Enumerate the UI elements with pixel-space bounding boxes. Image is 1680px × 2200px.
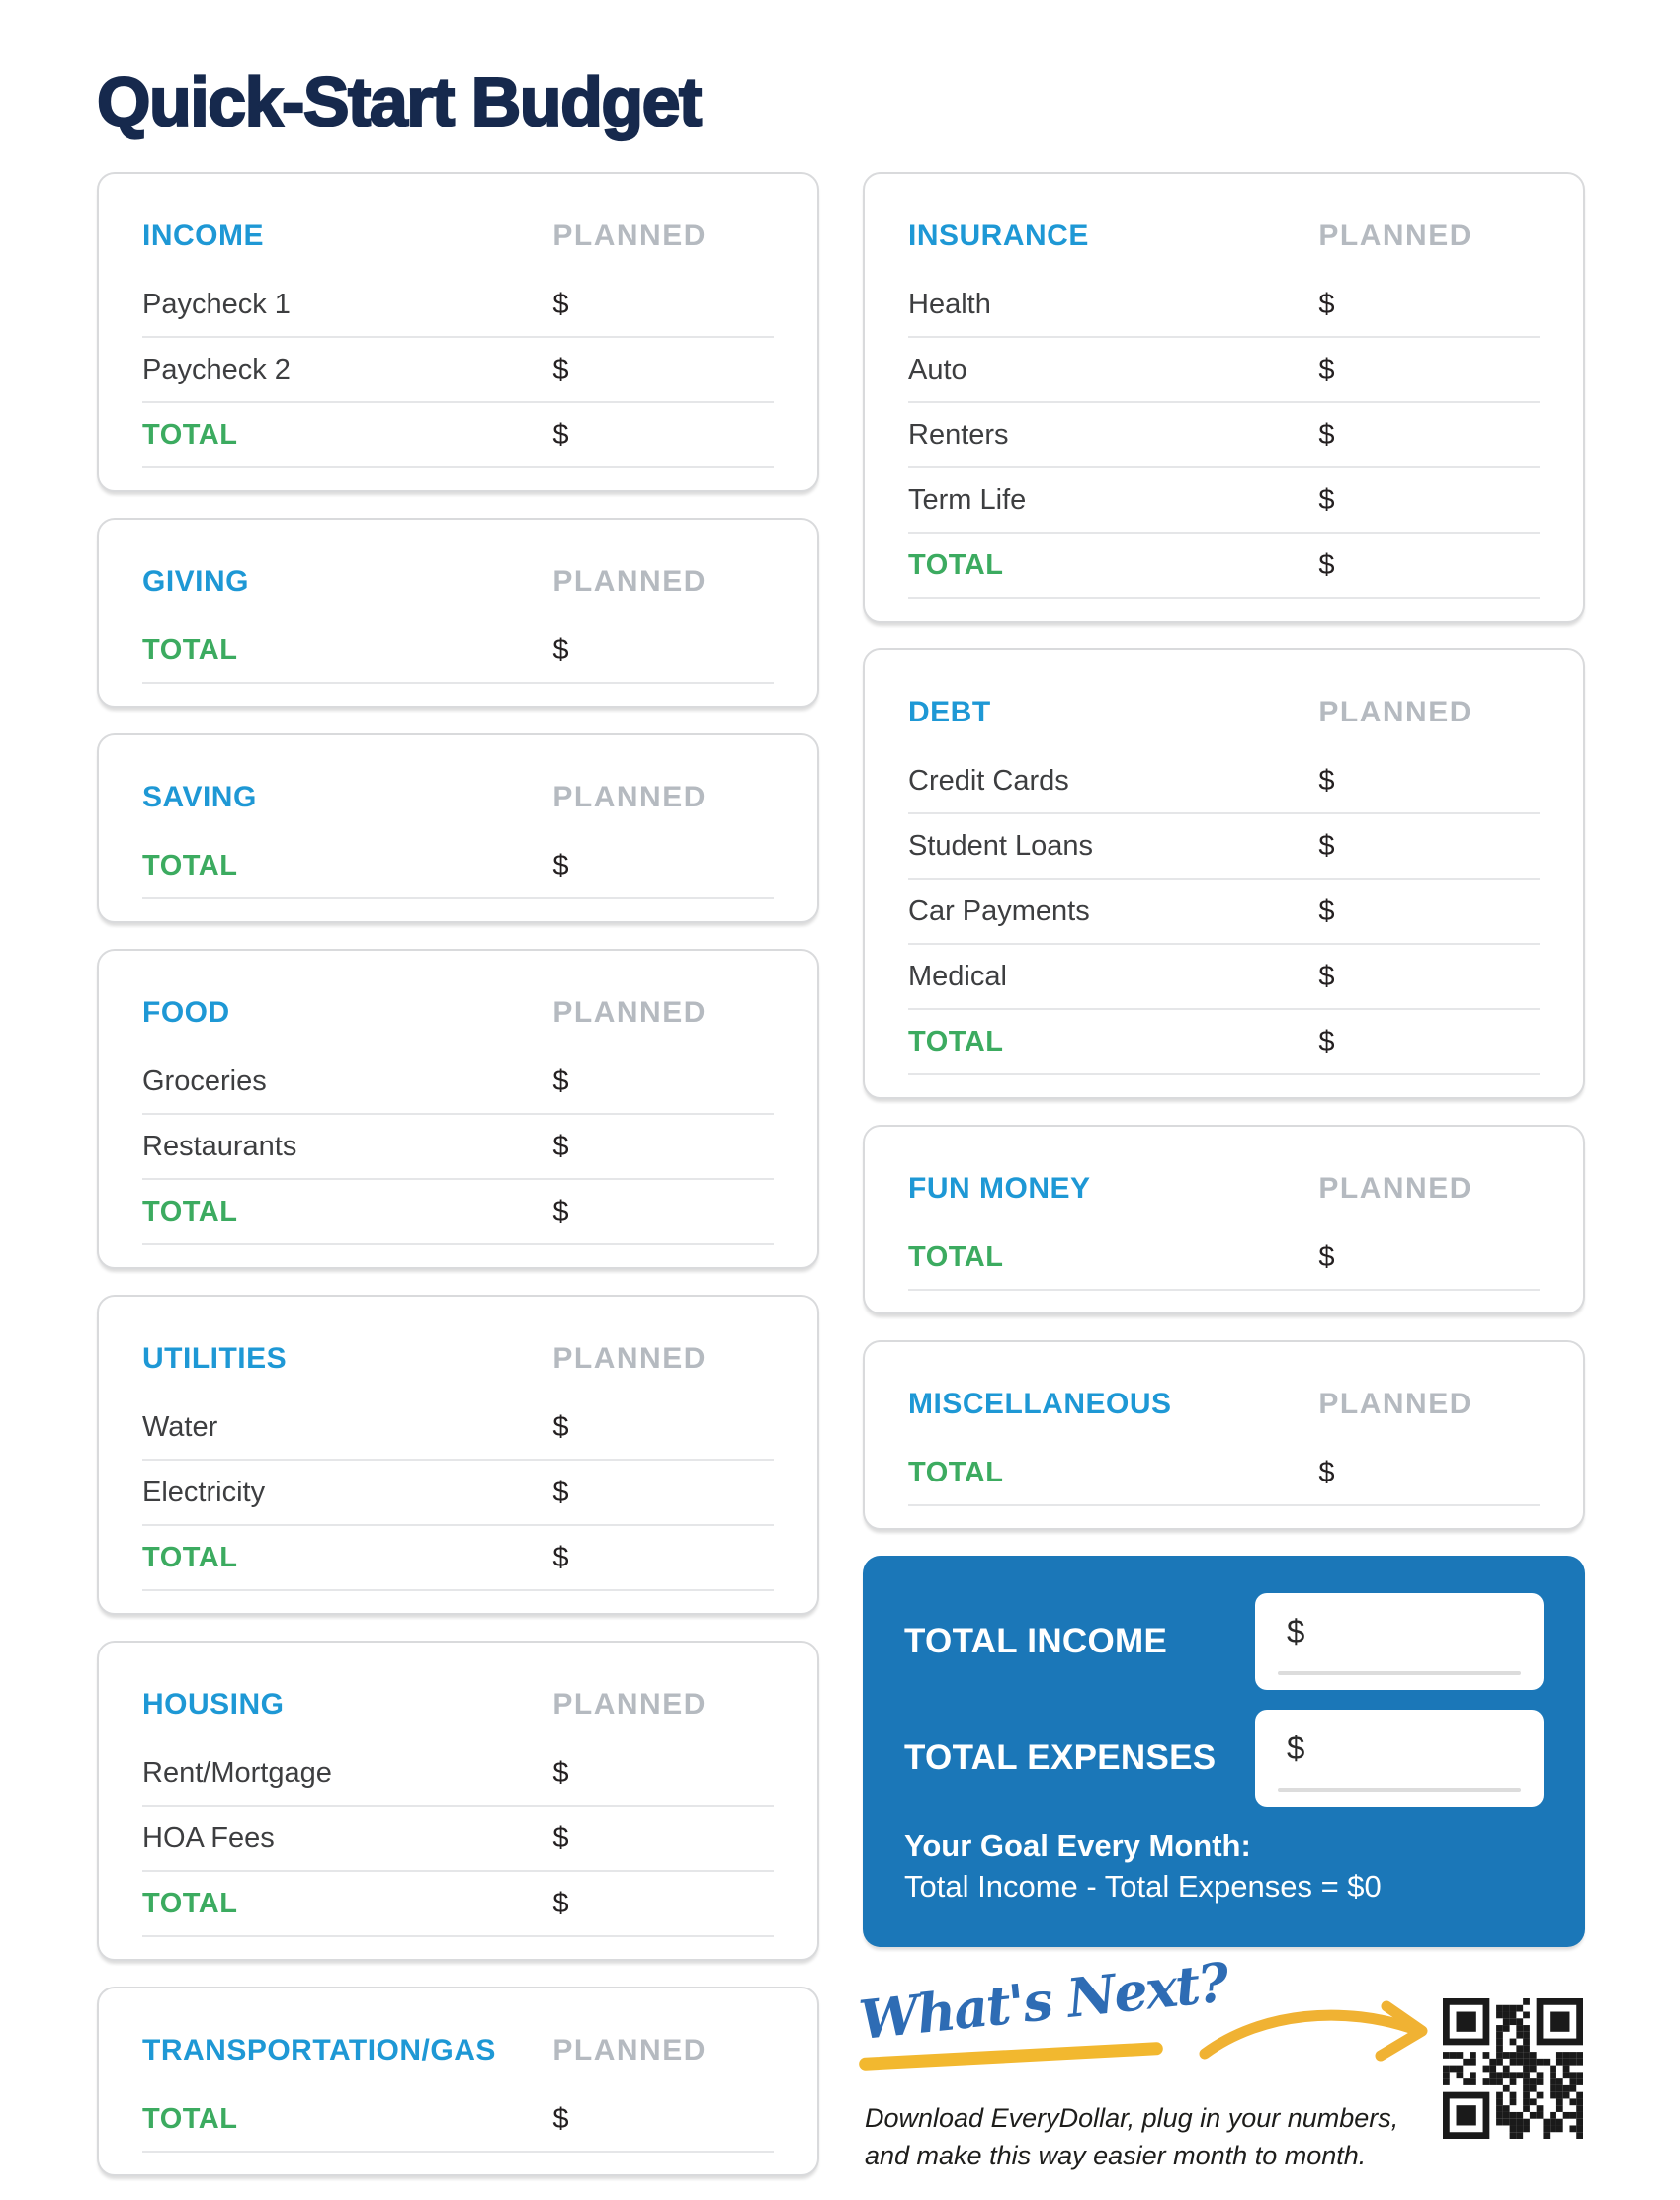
item-label: Groceries: [142, 1064, 267, 1097]
total-row: [908, 1226, 1540, 1291]
total-row: [908, 1010, 1540, 1075]
item-row: [908, 945, 1540, 1010]
amount-field[interactable]: $: [1318, 353, 1335, 385]
card-header: [142, 761, 774, 834]
amount-field[interactable]: $: [1318, 894, 1335, 927]
amount-field[interactable]: $: [552, 849, 569, 882]
item-row: [142, 1050, 774, 1115]
planned-column-header: PLANNED: [552, 996, 707, 1029]
total-label: TOTAL: [142, 1541, 238, 1573]
card-header: [142, 976, 774, 1050]
dollar-sign: $: [1287, 1613, 1305, 1650]
planned-column-header: PLANNED: [1318, 1388, 1472, 1420]
planned-column-header: PLANNED: [1318, 1172, 1472, 1205]
total-expenses-field[interactable]: [1255, 1710, 1544, 1807]
planned-column-header: PLANNED: [1318, 696, 1472, 728]
item-row: [142, 338, 774, 403]
card-header: [908, 200, 1540, 273]
item-label: HOA Fees: [142, 1821, 275, 1854]
card-header: [142, 2014, 774, 2087]
item-row: [908, 880, 1540, 945]
amount-field[interactable]: $: [552, 1195, 569, 1227]
item-label: Restaurants: [142, 1130, 297, 1162]
total-label: TOTAL: [142, 1195, 238, 1227]
total-expenses-label: TOTAL EXPENSES: [904, 1738, 1217, 1777]
amount-field[interactable]: $: [552, 418, 569, 451]
total-expenses-row: [904, 1710, 1544, 1807]
item-row: [142, 273, 774, 338]
planned-column-header: PLANNED: [552, 565, 707, 598]
total-label: TOTAL: [908, 1456, 1004, 1488]
planned-column-header: PLANNED: [552, 2034, 707, 2067]
card-debt: [863, 648, 1585, 1099]
item-label: Paycheck 1: [142, 288, 291, 320]
total-row: [142, 1872, 774, 1937]
planned-column-header: PLANNED: [552, 219, 707, 252]
card-header: [908, 1152, 1540, 1226]
footer: [856, 1950, 1585, 2200]
card-income: [97, 172, 819, 492]
amount-field[interactable]: $: [1318, 483, 1335, 516]
category-title: UTILITIES: [142, 1342, 288, 1375]
card-columns: [97, 172, 1586, 2200]
item-label: Electricity: [142, 1476, 266, 1508]
item-label: Rent/Mortgage: [142, 1756, 332, 1789]
total-income-row: [904, 1593, 1544, 1690]
item-row: [142, 1741, 774, 1807]
item-row: [908, 468, 1540, 534]
amount-field[interactable]: $: [552, 353, 569, 385]
category-title: DEBT: [908, 696, 991, 728]
left-column: [97, 172, 819, 2176]
total-row: [142, 834, 774, 899]
amount-field[interactable]: $: [552, 1821, 569, 1854]
card-giving: [97, 518, 819, 708]
card-utilities: [97, 1295, 819, 1615]
amount-field[interactable]: $: [1318, 1456, 1335, 1488]
arrow-icon: [1197, 1996, 1444, 2080]
total-label: TOTAL: [908, 549, 1004, 581]
category-title: GIVING: [142, 565, 250, 598]
item-label: Car Payments: [908, 894, 1090, 927]
amount-field[interactable]: $: [552, 2102, 569, 2135]
item-row: [908, 814, 1540, 880]
card-header: [142, 1322, 774, 1396]
item-label: Medical: [908, 960, 1007, 992]
write-line: [1278, 1671, 1520, 1675]
item-row: [142, 1396, 774, 1461]
amount-field[interactable]: $: [552, 1064, 569, 1097]
category-title: INSURANCE: [908, 219, 1089, 252]
category-title: HOUSING: [142, 1688, 285, 1721]
goal-heading: Your Goal Every Month:: [904, 1828, 1251, 1863]
item-label: Renters: [908, 418, 1009, 451]
item-row: [142, 1461, 774, 1526]
card-header: [908, 676, 1540, 749]
amount-field[interactable]: $: [1318, 549, 1335, 581]
total-row: [142, 403, 774, 468]
total-row: [142, 2087, 774, 2153]
card-insurance: [863, 172, 1585, 623]
amount-field[interactable]: $: [1318, 288, 1335, 320]
item-label: Term Life: [908, 483, 1027, 516]
category-title: FOOD: [142, 996, 230, 1029]
item-label: Student Loans: [908, 829, 1094, 862]
total-income-field[interactable]: [1255, 1593, 1544, 1690]
card-header: [142, 1668, 774, 1741]
total-row: [908, 534, 1540, 599]
write-line: [1278, 1788, 1520, 1792]
item-row: [908, 403, 1540, 468]
card-header: [142, 546, 774, 619]
item-label: Auto: [908, 353, 967, 385]
planned-column-header: PLANNED: [1318, 219, 1472, 252]
amount-field[interactable]: $: [552, 1887, 569, 1919]
item-label: Water: [142, 1410, 218, 1443]
amount-field[interactable]: $: [552, 1476, 569, 1508]
amount-field[interactable]: $: [1318, 829, 1335, 862]
amount-field[interactable]: $: [552, 1541, 569, 1573]
amount-field[interactable]: $: [1318, 1240, 1335, 1273]
planned-column-header: PLANNED: [552, 781, 707, 813]
whats-next-graphic: [856, 1950, 1231, 2087]
category-title: INCOME: [142, 219, 264, 252]
total-row: [142, 1526, 774, 1591]
item-row: [142, 1807, 774, 1872]
total-label: TOTAL: [142, 634, 238, 666]
card-fun-money: [863, 1125, 1585, 1314]
amount-field[interactable]: $: [1318, 1025, 1335, 1058]
total-income-label: TOTAL INCOME: [904, 1622, 1168, 1660]
amount-field[interactable]: $: [552, 1756, 569, 1789]
item-label: Paycheck 2: [142, 353, 291, 385]
whats-next-script-text: What's Next?: [856, 1950, 1231, 2053]
qr-code: [1443, 1998, 1583, 2139]
download-note: [865, 2099, 1398, 2175]
category-title: SAVING: [142, 781, 257, 813]
goal-block: [904, 1826, 1544, 1907]
item-row: [908, 273, 1540, 338]
amount-field[interactable]: $: [552, 634, 569, 666]
summary-box: [863, 1556, 1585, 1947]
amount-field[interactable]: $: [552, 1130, 569, 1162]
category-title: FUN MONEY: [908, 1172, 1091, 1205]
amount-field[interactable]: $: [552, 288, 569, 320]
planned-column-header: PLANNED: [552, 1342, 707, 1375]
planned-column-header: PLANNED: [552, 1688, 707, 1721]
item-row: [142, 1115, 774, 1180]
total-row: [908, 1441, 1540, 1506]
amount-field[interactable]: $: [1318, 418, 1335, 451]
amount-field[interactable]: $: [552, 1410, 569, 1443]
total-label: TOTAL: [908, 1025, 1004, 1058]
total-label: TOTAL: [142, 418, 238, 451]
card-saving: [97, 733, 819, 923]
item-label: Credit Cards: [908, 764, 1069, 797]
card-miscellaneous: [863, 1340, 1585, 1530]
total-label: TOTAL: [908, 1240, 1004, 1273]
download-note-line2: and make this way easier month to month.: [865, 2141, 1367, 2171]
download-note-line1: Download EveryDollar, plug in your numbers,: [865, 2103, 1399, 2134]
card-header: [908, 1368, 1540, 1441]
amount-field[interactable]: $: [1318, 960, 1335, 992]
amount-field[interactable]: $: [1318, 764, 1335, 797]
category-title: MISCELLANEOUS: [908, 1388, 1172, 1420]
goal-formula: Total Income - Total Expenses = $0: [904, 1869, 1382, 1904]
item-label: Health: [908, 288, 991, 320]
total-label: TOTAL: [142, 2102, 238, 2135]
item-row: [908, 749, 1540, 814]
card-food: [97, 949, 819, 1269]
card-header: [142, 200, 774, 273]
page-title: Quick-Start Budget: [97, 63, 701, 140]
right-column: [856, 172, 1585, 2200]
card-housing: [97, 1641, 819, 1961]
total-label: TOTAL: [142, 849, 238, 882]
total-row: [142, 619, 774, 684]
total-row: [142, 1180, 774, 1245]
total-label: TOTAL: [142, 1887, 238, 1919]
item-row: [908, 338, 1540, 403]
category-title: TRANSPORTATION/GAS: [142, 2034, 496, 2067]
dollar-sign: $: [1287, 1730, 1305, 1766]
card-transportation-gas: [97, 1987, 819, 2176]
